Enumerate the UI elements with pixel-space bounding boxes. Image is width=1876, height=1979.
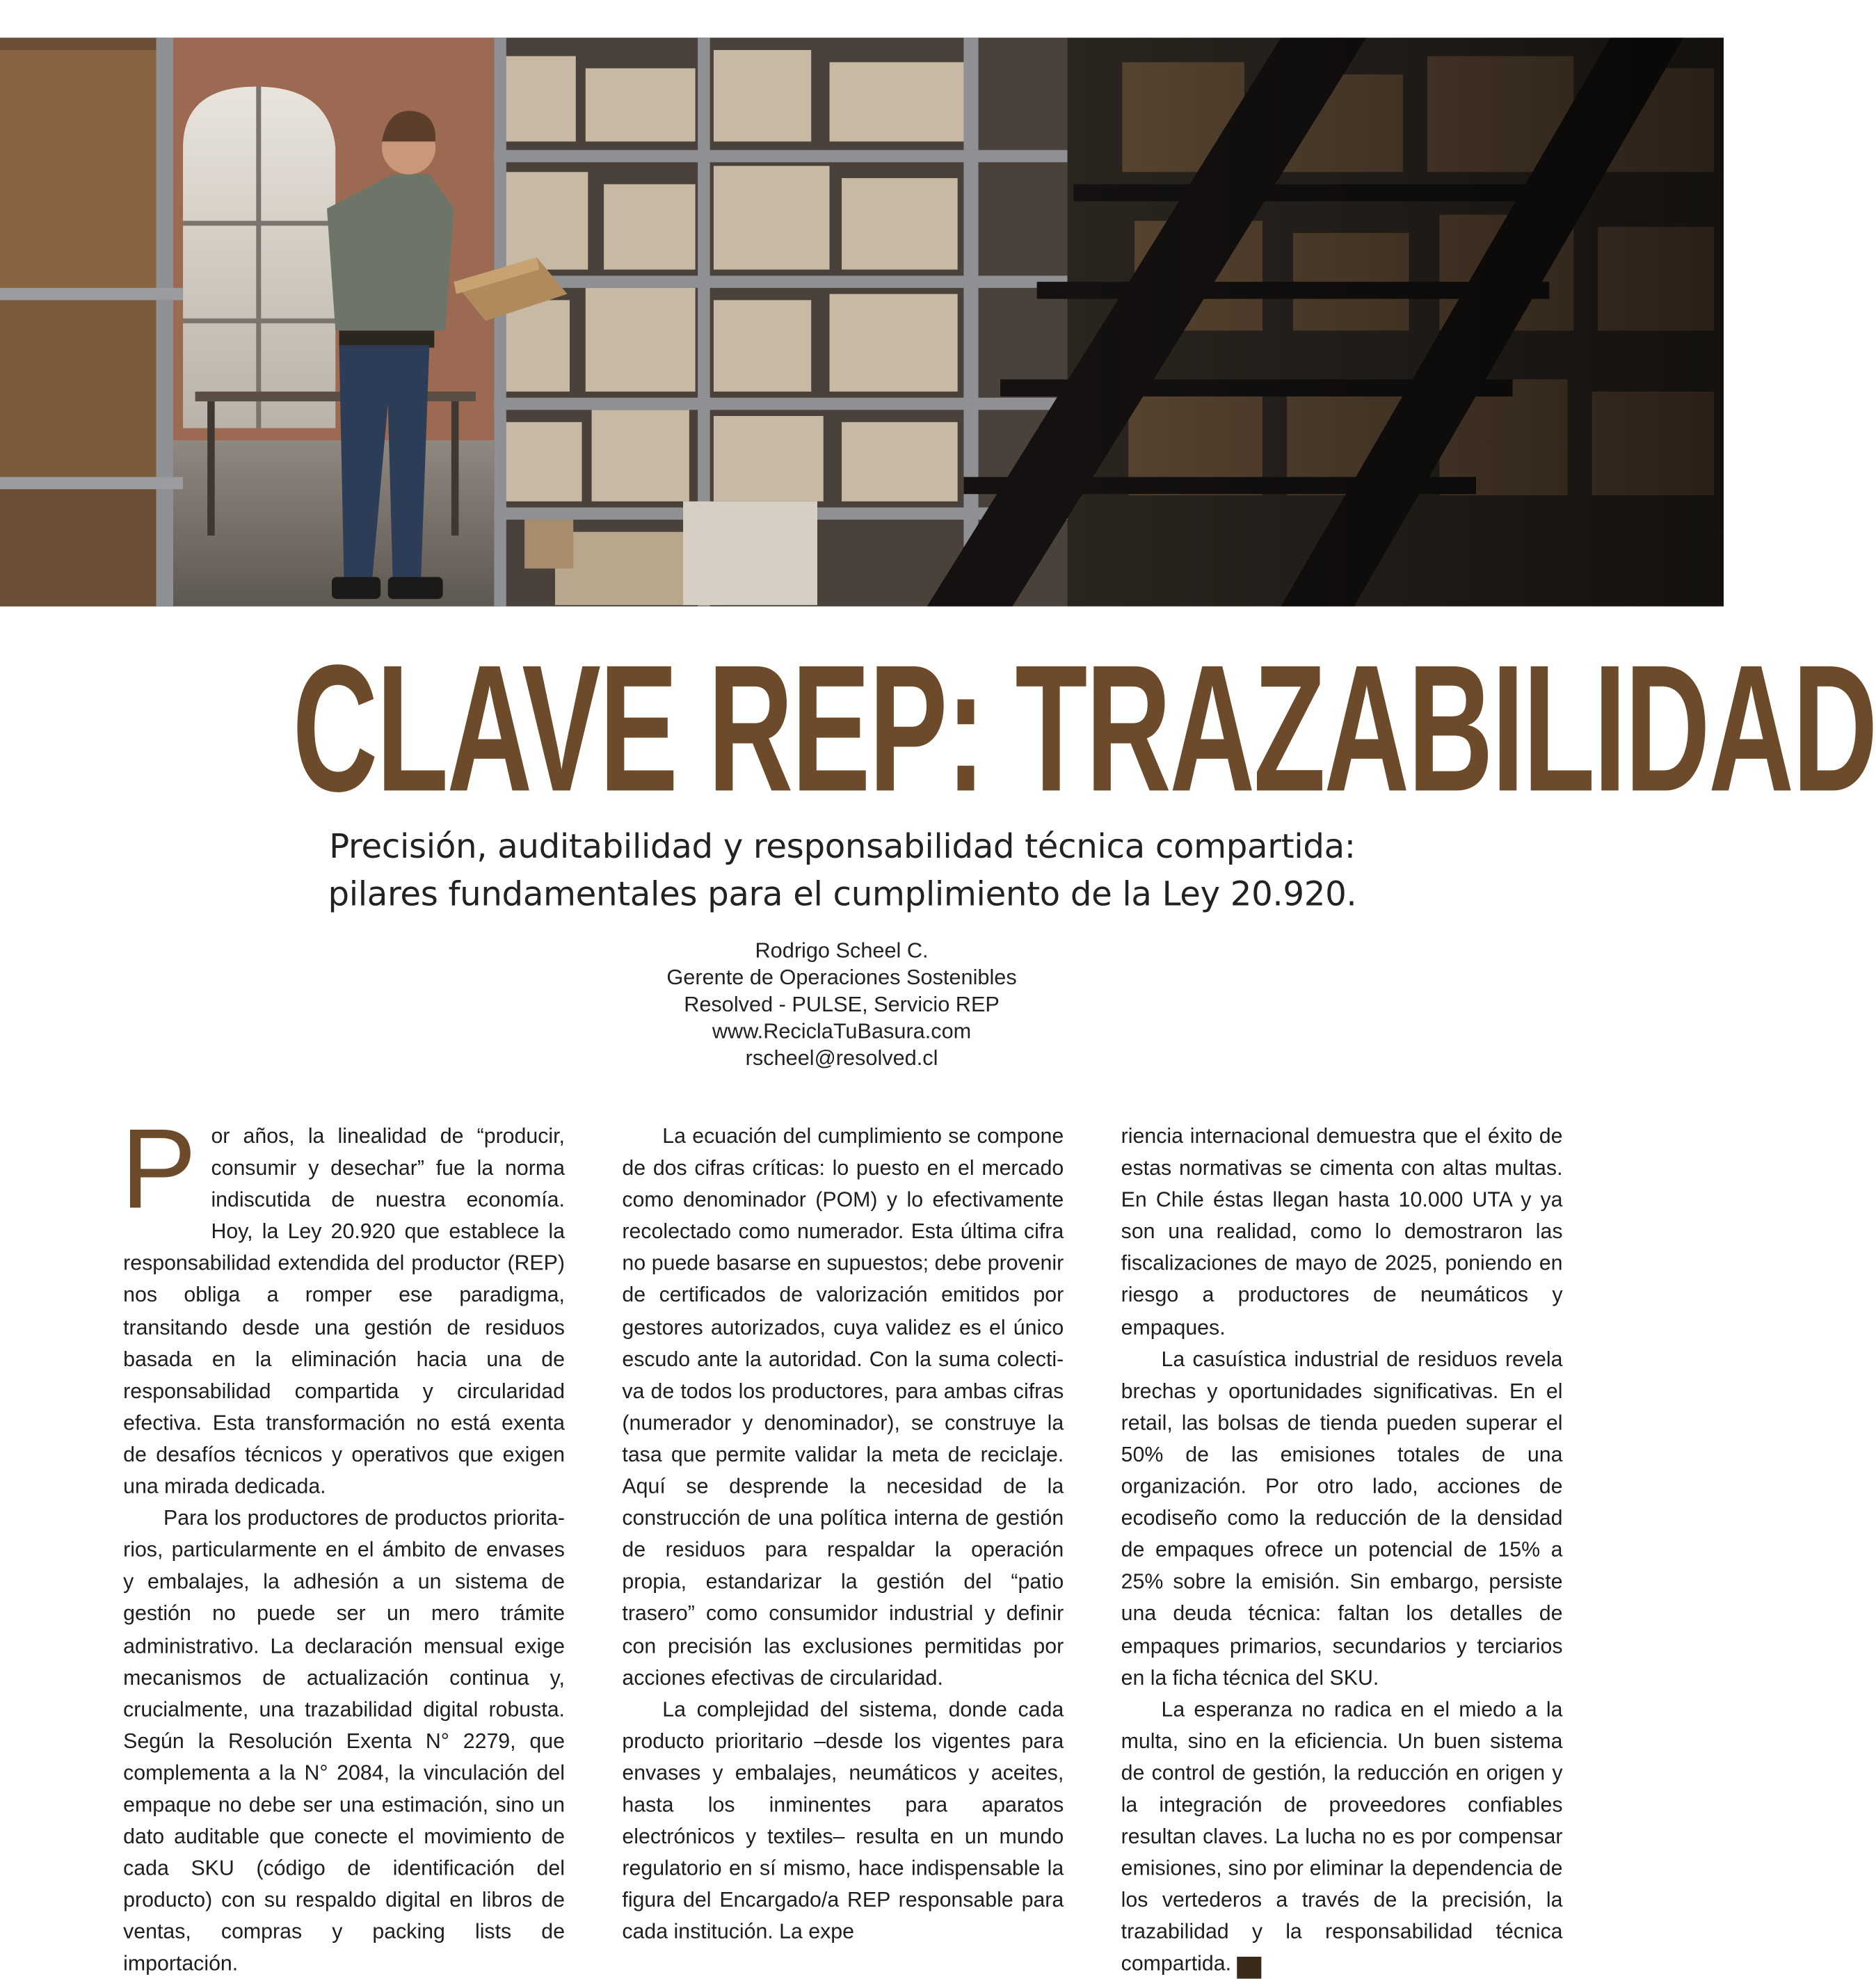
- subtitle: [195, 824, 1490, 919]
- byline: [537, 937, 1147, 1071]
- author-email[interactable]: rscheel@resolved.cl: [745, 1045, 938, 1071]
- author-company: Resolved - PULSE, Servicio REP: [684, 991, 1000, 1016]
- subtitle-line-2: pilares fundamentales para el cumplimiento de la Ley 20.920.: [328, 874, 1357, 914]
- paragraph-6: [1121, 1693, 1563, 1979]
- author-role: Gerente de Operaciones Sostenibles: [666, 965, 1017, 990]
- paragraph-3: La ecuación del cumplimiento se compone de dos cifras críticas: lo puesto en el mercado como denominador (POM) y lo efectivamente recolectado como numerador. Esta última cifra no puede basarse en supuestos; debe provenir de certificados de valorización emitidos por gestores autorizados, cuya validez es el único escudo ante la autoridad. Con la suma colectiva de todos los productores, para ambas cifras (numerador y denominador), se construye la tasa que permite validar la meta de reciclaje. Aquí se desprende la necesidad de la construcción de una política interna de gestión de residuos para respaldar la operación propia, estandarizar la gestión del “patio trasero” como consumidor industrial y definir con precisión las exclusiones permitidas por acciones efectivas de circularidad.: [622, 1123, 1064, 1690]
- author-name: Rodrigo Scheel C.: [755, 938, 929, 963]
- author-website[interactable]: www.ReciclaTuBasura.com: [712, 1018, 972, 1043]
- paragraph-6-text: La esperanza no radica en el miedo a la multa, sino en la eficiencia. Un buen sistema de control de gestión, la reducción en origen y la integración de proveedores confiables resultan claves. La lucha no es por compensar emisiones, sino por eliminar la dependencia de los vertederos a través de la precisión, la trazabilidad y la responsabilidad técnica compartida.: [1121, 1696, 1563, 1976]
- paragraph-5: La casuística industrial de residuos revela brechas y oportunidades significativas. En el retail, las bolsas de tienda pueden superar el 50% de las emisiones totales de una organización. Por otro lado, acciones de ecodiseño como la reducción de la densidad de empaques ofrece un potencial de 15% a 25% sobre la emisión. Sin embargo, persiste una deuda técnica: faltan los detalles de empaques primarios, secundarios y terciarios en la ficha técnica del SKU.: [1121, 1346, 1563, 1690]
- article-column-3: [1121, 1120, 1563, 1979]
- article-column-1: [120, 1105, 565, 1979]
- subtitle-line-1: Precisión, auditabilidad y responsabilidad técnica compartida:: [329, 827, 1356, 867]
- paragraph-1: [120, 1105, 565, 1502]
- end-mark-icon: IA: [1237, 1957, 1262, 1979]
- hero-photo: [0, 38, 1724, 606]
- article-column-2: [622, 1120, 1064, 1948]
- paragraph-4: La complejidad del sistema, donde cada producto prioritario –desde los vigentes para envases y embalajes, neumáticos y aceites, hasta los inminentes para aparatos electrónicos y textiles– resulta en un mundo regulatorio en sí mismo, hace indispensable la figura del Encargado/a REP responsable para cada institución. La expe: [622, 1696, 1064, 1944]
- headline: CLAVE REP: TRAZABILIDAD: [292, 628, 1876, 830]
- warehouse-photo: [0, 38, 1724, 606]
- paragraph-4-continued: riencia internacional demuestra que el éxito de estas normativas se cimenta con altas multas. En Chile éstas llegan hasta 10.000 UTA y ya son una realidad, como lo demostraron las fiscalizaciones de mayo de 2025, poniendo en riesgo a productores de neumáticos y empaques.: [1121, 1123, 1563, 1339]
- paragraph-1-text: or años, la linealidad de “producir, consumir y desechar” fue la norma indiscutida de nuestra economía. Hoy, la Ley 20.920 que establece la responsabilidad extendida del productor (REP) nos obliga a romper ese paradigma, transitando desde una gestión de residuos basada en la eliminación hacia una de responsabilidad compartida y circularidad efectiva. Esta transformación no está exenta de desafíos técnicos y operativos que exigen una mirada dedicada.: [123, 1123, 565, 1498]
- drop-cap: P: [120, 1105, 197, 1233]
- paragraph-2: Para los productores de productos prioritarios, particularmente en el ámbito de envases y embalajes, la adhesión a un sistema de gestión no puede ser un mero trámite administrativo. La declaración mensual exige mecanismos de actualización continua y, crucialmente, una trazabilidad digital robusta. Según la Resolución Exenta N° 2279, que complementa a la N° 2084, la vinculación del empaque no debe ser una estimación, sino un dato auditable que conecte el movimiento de cada SKU (código de identificación del producto) con su respaldo digital en libros de ventas, compras y packing lists de importación.: [123, 1505, 565, 1976]
